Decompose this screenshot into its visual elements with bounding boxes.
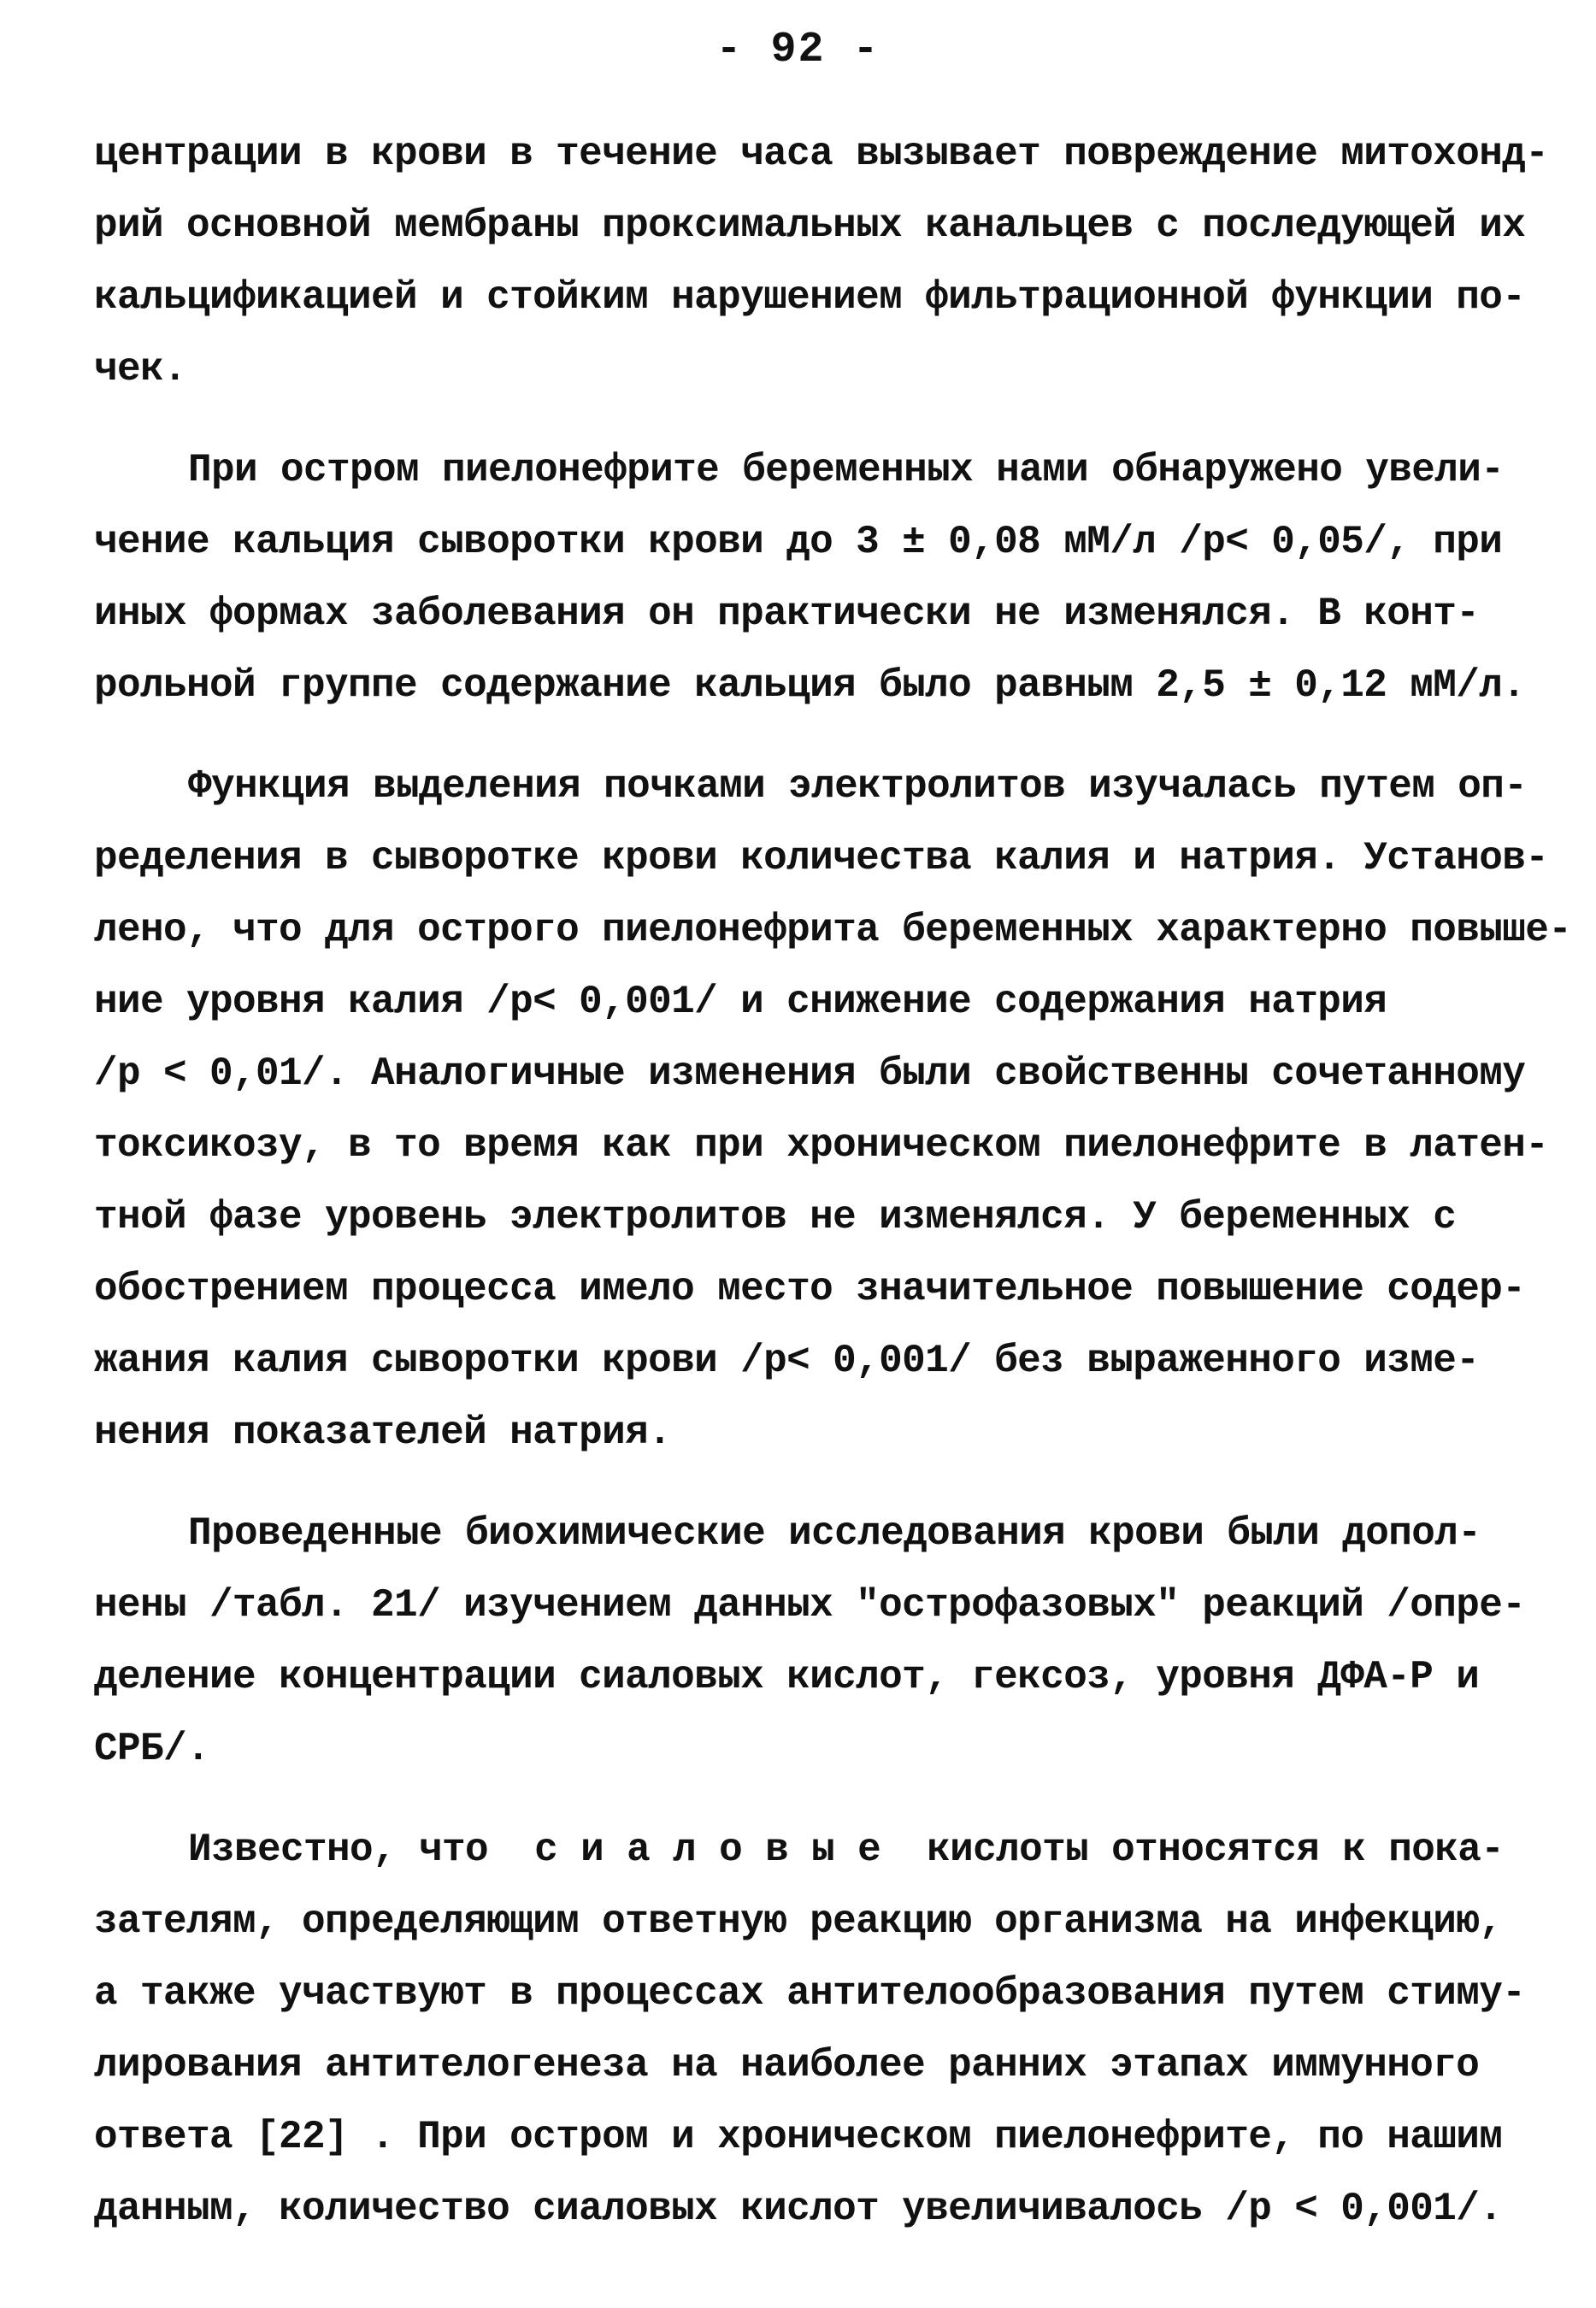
text-line: кальцификацией и стойким нарушением фильтрационной функции по- — [94, 275, 1526, 320]
text-line: Известно, что с и а л о в ы е кислоты относятся к пока- — [188, 1828, 1505, 1872]
text-line: жания калия сыворотки крови /р< 0,001/ без выраженного изме- — [94, 1339, 1480, 1383]
paragraph-2 — [94, 434, 1547, 721]
text-line: токсикозу, в то время как при хроническом пиелонефрите в латен- — [94, 1123, 1549, 1168]
text-line: центрации в крови в течение часа вызывает повреждение митохонд- — [94, 132, 1549, 176]
text-line: нены /табл. 21/ изучением данных "острофазовых" реакций /опре- — [94, 1583, 1526, 1628]
text-line: Функция выделения почками электролитов изучалась путем оп- — [188, 764, 1528, 809]
paragraph-3 — [94, 751, 1572, 1469]
text-line: рольной группе содержание кальция было равным 2,5 ± 0,12 мМ/л. — [94, 663, 1526, 708]
text-line: лено, что для острого пиелонефрита беременных характерно повыше- — [94, 908, 1572, 952]
paragraph-4 — [94, 1498, 1547, 1785]
text-line: данным, количество сиаловых кислот увеличивалось /р < 0,001/. — [94, 2187, 1503, 2231]
text-line: СРБ/. — [94, 1727, 210, 1771]
text-line: чек. — [94, 347, 187, 392]
paragraph-5 — [94, 1814, 1547, 2245]
text-line: При остром пиелонефрите беременных нами обнаружено увели- — [188, 448, 1505, 492]
text-line: Проведенные биохимические исследования крови были допол- — [188, 1511, 1481, 1556]
text-line: рий основной мембраны проксимальных канальцев с последующей их — [94, 203, 1526, 248]
text-line: ответа [22] . При остром и хроническом пиелонефрите, по нашим — [94, 2115, 1503, 2159]
text-line: ределения в сыворотке крови количества калия и натрия. Установ- — [94, 836, 1549, 880]
document-body — [94, 118, 1572, 2274]
text-line: /р < 0,01/. Аналогичные изменения были свойственны сочетанному — [94, 1051, 1526, 1096]
text-line: зателям, определяющим ответную реакцию организма на инфекцию, — [94, 1899, 1503, 1944]
text-line: иных формах заболевания он практически не изменялся. В конт- — [94, 592, 1480, 636]
text-line: а также участвуют в процессах антителообразования путем стиму- — [94, 1971, 1526, 2016]
text-line: тной фазе уровень электролитов не изменялся. У беременных с — [94, 1195, 1457, 1239]
text-line: обострением процесса имело место значительное повышение содер- — [94, 1267, 1526, 1311]
text-line: ние уровня калия /р< 0,001/ и снижение содержания натрия — [94, 980, 1387, 1024]
text-line: чение кальция сыворотки крови до 3 ± 0,08 мМ/л /р< 0,05/, при — [94, 520, 1503, 564]
text-line: деление концентрации сиаловых кислот, гексоз, уровня ДФА-Р и — [94, 1655, 1480, 1699]
page-number: - 92 - — [716, 26, 880, 74]
paragraph-1 — [94, 118, 1547, 405]
text-line: нения показателей натрия. — [94, 1410, 672, 1455]
text-line: лирования антителогенеза на наиболее ранних этапах иммунного — [94, 2043, 1480, 2087]
